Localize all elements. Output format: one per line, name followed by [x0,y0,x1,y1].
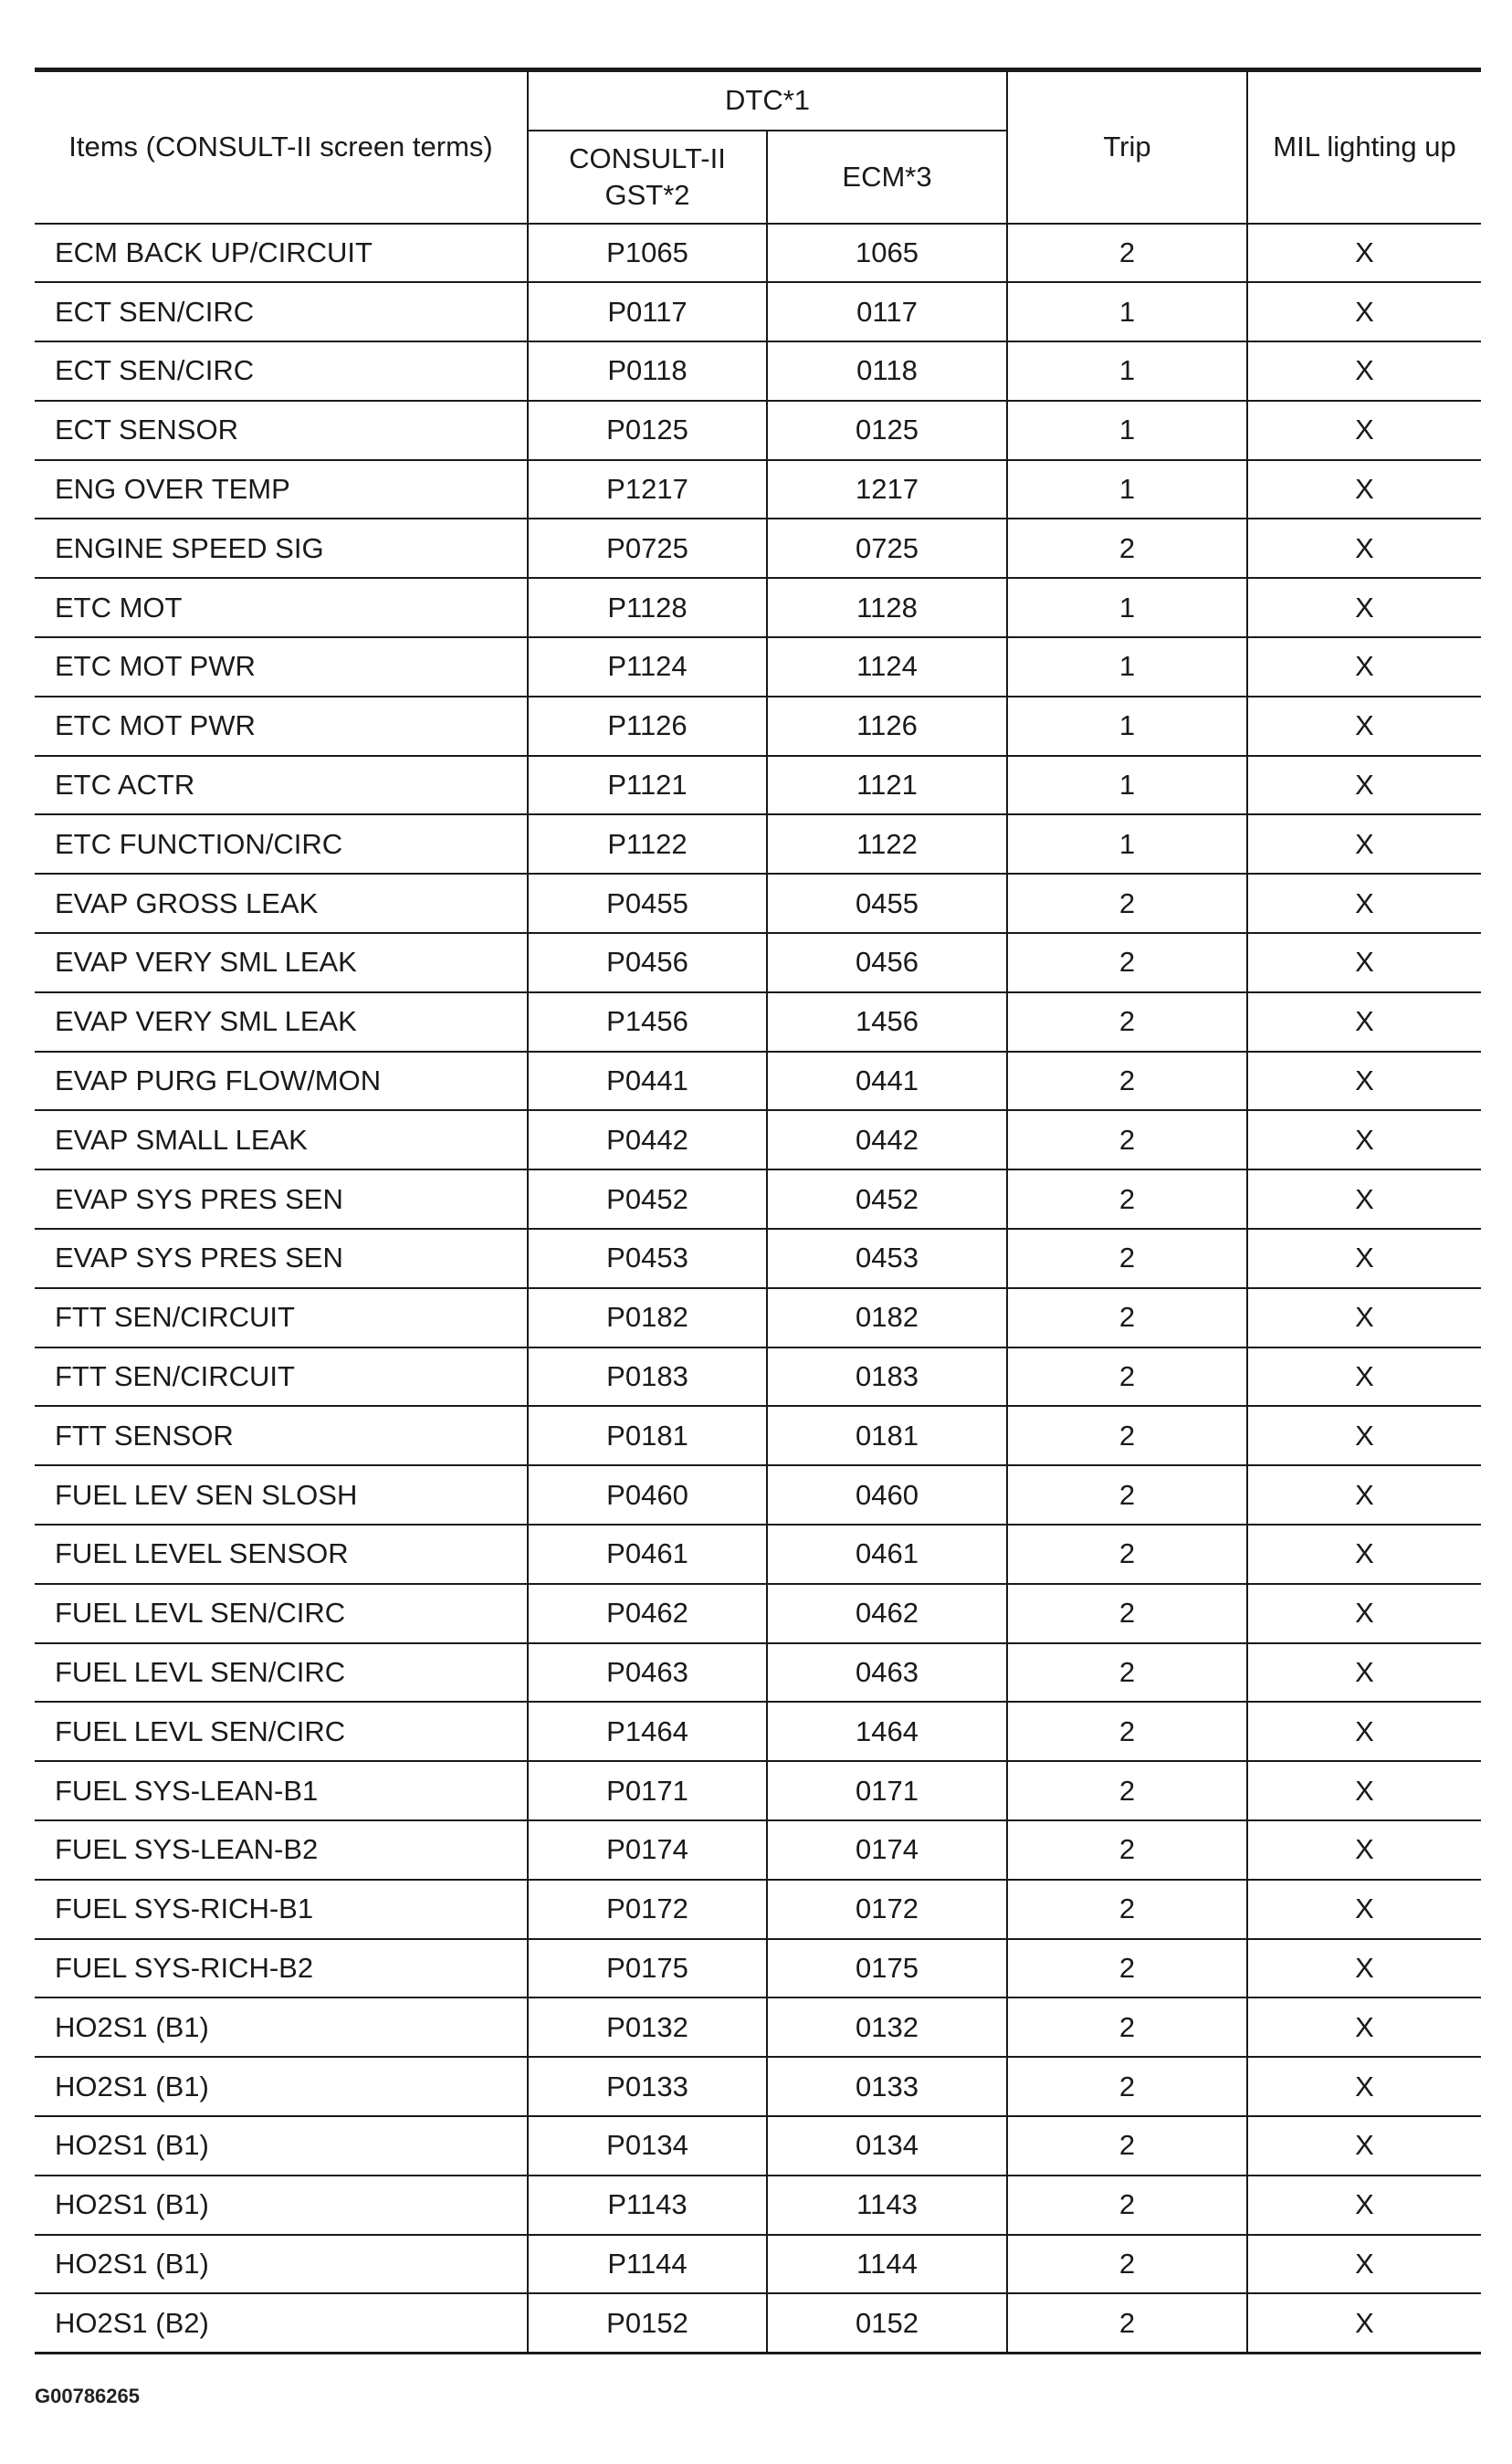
cell-consult-code: P1121 [528,756,767,815]
cell-trip: 2 [1007,2176,1247,2235]
cell-item: ECT SENSOR [35,401,528,460]
cell-trip: 2 [1007,1584,1247,1643]
cell-mil: X [1247,1820,1481,1880]
cell-item: EVAP GROSS LEAK [35,874,528,933]
cell-item: EVAP VERY SML LEAK [35,933,528,992]
cell-trip: 1 [1007,637,1247,697]
cell-mil: X [1247,578,1481,637]
cell-item: FTT SENSOR [35,1406,528,1465]
table-row [35,1229,1481,1288]
cell-ecm-code: 0452 [767,1169,1007,1229]
cell-ecm-code: 0133 [767,2057,1007,2116]
cell-trip: 1 [1007,756,1247,815]
table-row [35,756,1481,815]
cell-ecm-code: 0441 [767,1052,1007,1111]
cell-ecm-code: 0132 [767,1997,1007,2057]
table-row [35,282,1481,341]
table-row [35,224,1481,283]
cell-consult-code: P1217 [528,460,767,519]
cell-item: ENGINE SPEED SIG [35,519,528,578]
cell-consult-code: P1143 [528,2176,767,2235]
cell-ecm-code: 0152 [767,2293,1007,2353]
header-ecm: ECM*3 [767,131,1007,224]
cell-consult-code: P0125 [528,401,767,460]
cell-mil: X [1247,1052,1481,1111]
table-row [35,1702,1481,1761]
cell-mil: X [1247,2293,1481,2353]
table-row [35,1406,1481,1465]
table-row [35,992,1481,1052]
cell-ecm-code: 0461 [767,1525,1007,1584]
cell-item: EVAP VERY SML LEAK [35,992,528,1052]
cell-trip: 2 [1007,1052,1247,1111]
cell-item: FUEL LEVL SEN/CIRC [35,1702,528,1761]
cell-ecm-code: 0453 [767,1229,1007,1288]
cell-ecm-code: 0462 [767,1584,1007,1643]
header-consult-line2: GST*2 [604,178,690,211]
cell-item: FUEL LEVL SEN/CIRC [35,1643,528,1703]
cell-consult-code: P0453 [528,1229,767,1288]
table-row [35,401,1481,460]
cell-item: ENG OVER TEMP [35,460,528,519]
cell-consult-code: P0441 [528,1052,767,1111]
cell-mil: X [1247,2235,1481,2294]
cell-consult-code: P1456 [528,992,767,1052]
cell-ecm-code: 0117 [767,282,1007,341]
table-row [35,874,1481,933]
cell-item: ETC FUNCTION/CIRC [35,814,528,874]
header-consult-line1: CONSULT-II [569,142,726,174]
header-consult-gst [528,131,767,224]
cell-item: FUEL SYS-RICH-B2 [35,1939,528,1998]
cell-consult-code: P0182 [528,1288,767,1347]
cell-item: FUEL SYS-LEAN-B2 [35,1820,528,1880]
table-row [35,933,1481,992]
cell-trip: 2 [1007,1347,1247,1407]
cell-ecm-code: 1065 [767,224,1007,283]
cell-trip: 1 [1007,282,1247,341]
cell-ecm-code: 0456 [767,933,1007,992]
cell-ecm-code: 0442 [767,1110,1007,1169]
header-trip: Trip [1007,70,1247,224]
cell-mil: X [1247,2057,1481,2116]
cell-item: HO2S1 (B2) [35,2293,528,2353]
cell-item: ECT SEN/CIRC [35,341,528,401]
cell-item: ECM BACK UP/CIRCUIT [35,224,528,283]
cell-trip: 1 [1007,697,1247,756]
table-row [35,1761,1481,1820]
cell-mil: X [1247,341,1481,401]
cell-item: ECT SEN/CIRC [35,282,528,341]
cell-consult-code: P1122 [528,814,767,874]
cell-consult-code: P0134 [528,2116,767,2176]
cell-mil: X [1247,1110,1481,1169]
cell-mil: X [1247,1702,1481,1761]
table-header [35,70,1481,224]
cell-item: EVAP SYS PRES SEN [35,1169,528,1229]
cell-mil: X [1247,1584,1481,1643]
table-row [35,1288,1481,1347]
cell-mil: X [1247,224,1481,283]
cell-mil: X [1247,1406,1481,1465]
cell-item: HO2S1 (B1) [35,1997,528,2057]
figure-id: G00786265 [35,2385,140,2407]
table-row [35,1465,1481,1525]
cell-ecm-code: 0175 [767,1939,1007,1998]
cell-item: ETC MOT PWR [35,697,528,756]
cell-consult-code: P0452 [528,1169,767,1229]
cell-item: EVAP PURG FLOW/MON [35,1052,528,1111]
table-row [35,1939,1481,1998]
cell-trip: 1 [1007,814,1247,874]
cell-trip: 2 [1007,1820,1247,1880]
cell-trip: 2 [1007,1939,1247,1998]
cell-consult-code: P0462 [528,1584,767,1643]
cell-ecm-code: 0174 [767,1820,1007,1880]
header-items: Items (CONSULT-II screen terms) [35,70,528,224]
cell-trip: 2 [1007,992,1247,1052]
cell-consult-code: P0455 [528,874,767,933]
cell-item: EVAP SMALL LEAK [35,1110,528,1169]
table-row [35,2116,1481,2176]
cell-ecm-code: 1128 [767,578,1007,637]
cell-trip: 2 [1007,1702,1247,1761]
cell-consult-code: P1464 [528,1702,767,1761]
table-row [35,2057,1481,2116]
cell-mil: X [1247,1643,1481,1703]
table-row [35,1880,1481,1939]
table-row [35,519,1481,578]
table-row [35,1169,1481,1229]
table-row [35,1997,1481,2057]
cell-item: FUEL LEVL SEN/CIRC [35,1584,528,1643]
cell-ecm-code: 0455 [767,874,1007,933]
cell-ecm-code: 0182 [767,1288,1007,1347]
cell-consult-code: P0183 [528,1347,767,1407]
cell-consult-code: P0172 [528,1880,767,1939]
cell-trip: 1 [1007,401,1247,460]
cell-item: FUEL SYS-RICH-B1 [35,1880,528,1939]
cell-trip: 2 [1007,1997,1247,2057]
cell-trip: 2 [1007,1229,1247,1288]
cell-trip: 2 [1007,933,1247,992]
cell-ecm-code: 1143 [767,2176,1007,2235]
table-row [35,637,1481,697]
table-row [35,578,1481,637]
cell-item: HO2S1 (B1) [35,2235,528,2294]
cell-trip: 2 [1007,1880,1247,1939]
cell-item: FUEL SYS-LEAN-B1 [35,1761,528,1820]
cell-trip: 2 [1007,1465,1247,1525]
cell-item: FTT SEN/CIRCUIT [35,1288,528,1347]
cell-mil: X [1247,460,1481,519]
cell-ecm-code: 0118 [767,341,1007,401]
cell-consult-code: P1124 [528,637,767,697]
table-row [35,460,1481,519]
cell-mil: X [1247,401,1481,460]
cell-item: HO2S1 (B1) [35,2176,528,2235]
cell-trip: 2 [1007,1110,1247,1169]
table-row [35,1643,1481,1703]
cell-ecm-code: 1217 [767,460,1007,519]
cell-mil: X [1247,1997,1481,2057]
cell-mil: X [1247,992,1481,1052]
cell-consult-code: P0133 [528,2057,767,2116]
cell-trip: 1 [1007,578,1247,637]
cell-item: FUEL LEV SEN SLOSH [35,1465,528,1525]
cell-mil: X [1247,1525,1481,1584]
cell-mil: X [1247,1229,1481,1288]
cell-trip: 2 [1007,1761,1247,1820]
cell-ecm-code: 0125 [767,401,1007,460]
cell-ecm-code: 1464 [767,1702,1007,1761]
cell-mil: X [1247,2116,1481,2176]
cell-consult-code: P0181 [528,1406,767,1465]
cell-trip: 2 [1007,1525,1247,1584]
cell-mil: X [1247,1347,1481,1407]
cell-mil: X [1247,1761,1481,1820]
cell-item: ETC MOT [35,578,528,637]
cell-item: FUEL LEVEL SENSOR [35,1525,528,1584]
cell-consult-code: P0463 [528,1643,767,1703]
cell-consult-code: P0132 [528,1997,767,2057]
cell-trip: 2 [1007,2057,1247,2116]
cell-consult-code: P0725 [528,519,767,578]
header-dtc: DTC*1 [528,70,1007,131]
cell-trip: 2 [1007,2235,1247,2294]
table-row [35,2293,1481,2353]
cell-consult-code: P0118 [528,341,767,401]
cell-mil: X [1247,282,1481,341]
cell-consult-code: P1144 [528,2235,767,2294]
cell-consult-code: P0171 [528,1761,767,1820]
cell-mil: X [1247,2176,1481,2235]
cell-ecm-code: 0172 [767,1880,1007,1939]
cell-trip: 1 [1007,341,1247,401]
cell-trip: 2 [1007,2116,1247,2176]
dtc-table [35,68,1481,2354]
table-row [35,1525,1481,1584]
cell-ecm-code: 0134 [767,2116,1007,2176]
dtc-table-container [35,68,1481,2354]
table-row [35,1110,1481,1169]
cell-trip: 2 [1007,1169,1247,1229]
cell-consult-code: P1126 [528,697,767,756]
cell-consult-code: P0461 [528,1525,767,1584]
table-row [35,697,1481,756]
table-row [35,2235,1481,2294]
table-row [35,341,1481,401]
cell-consult-code: P0152 [528,2293,767,2353]
cell-trip: 2 [1007,1643,1247,1703]
cell-ecm-code: 1126 [767,697,1007,756]
cell-trip: 2 [1007,1288,1247,1347]
cell-ecm-code: 0183 [767,1347,1007,1407]
cell-item: EVAP SYS PRES SEN [35,1229,528,1288]
cell-trip: 2 [1007,224,1247,283]
cell-consult-code: P0460 [528,1465,767,1525]
cell-mil: X [1247,519,1481,578]
cell-ecm-code: 0460 [767,1465,1007,1525]
cell-mil: X [1247,1169,1481,1229]
cell-mil: X [1247,1288,1481,1347]
cell-mil: X [1247,697,1481,756]
cell-consult-code: P0456 [528,933,767,992]
cell-ecm-code: 0181 [767,1406,1007,1465]
table-row [35,1052,1481,1111]
cell-trip: 2 [1007,519,1247,578]
cell-mil: X [1247,933,1481,992]
table-row [35,1584,1481,1643]
cell-ecm-code: 1124 [767,637,1007,697]
cell-item: HO2S1 (B1) [35,2116,528,2176]
cell-mil: X [1247,1465,1481,1525]
cell-ecm-code: 0725 [767,519,1007,578]
cell-trip: 2 [1007,2293,1247,2353]
cell-item: ETC MOT PWR [35,637,528,697]
cell-mil: X [1247,1939,1481,1998]
table-row [35,814,1481,874]
table-body [35,224,1481,2354]
cell-consult-code: P0174 [528,1820,767,1880]
cell-item: ETC ACTR [35,756,528,815]
cell-consult-code: P0117 [528,282,767,341]
cell-mil: X [1247,874,1481,933]
cell-trip: 2 [1007,874,1247,933]
table-row [35,1820,1481,1880]
cell-consult-code: P0442 [528,1110,767,1169]
cell-ecm-code: 1122 [767,814,1007,874]
cell-ecm-code: 0171 [767,1761,1007,1820]
cell-consult-code: P1128 [528,578,767,637]
cell-item: HO2S1 (B1) [35,2057,528,2116]
cell-mil: X [1247,814,1481,874]
cell-ecm-code: 1121 [767,756,1007,815]
cell-mil: X [1247,756,1481,815]
cell-mil: X [1247,637,1481,697]
cell-ecm-code: 1456 [767,992,1007,1052]
table-row [35,2176,1481,2235]
table-row [35,1347,1481,1407]
header-mil: MIL lighting up [1247,70,1481,224]
cell-trip: 1 [1007,460,1247,519]
cell-consult-code: P0175 [528,1939,767,1998]
cell-ecm-code: 1144 [767,2235,1007,2294]
cell-ecm-code: 0463 [767,1643,1007,1703]
cell-trip: 2 [1007,1406,1247,1465]
cell-mil: X [1247,1880,1481,1939]
cell-item: FTT SEN/CIRCUIT [35,1347,528,1407]
cell-consult-code: P1065 [528,224,767,283]
